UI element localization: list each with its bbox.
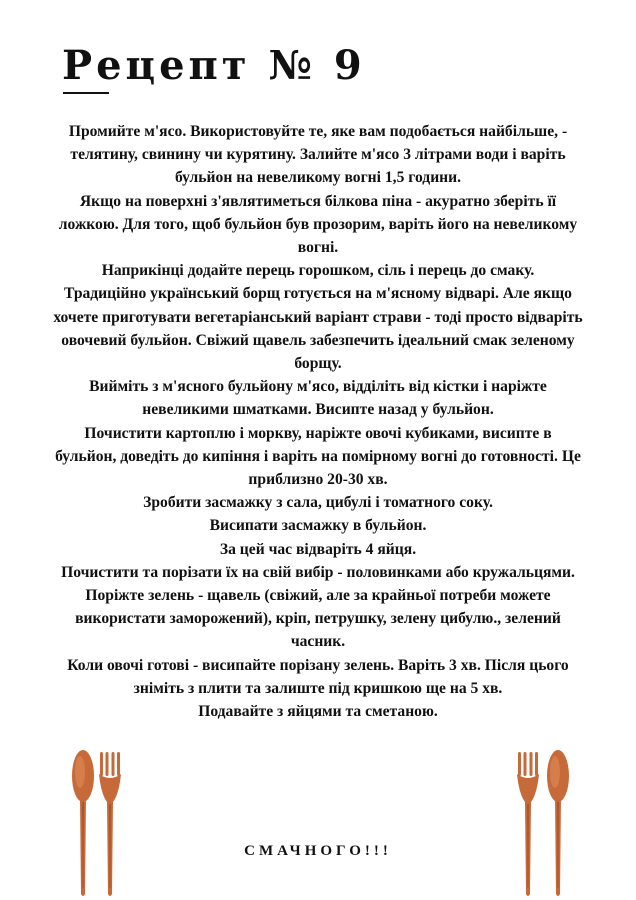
wooden-fork-icon — [97, 752, 123, 898]
instruction-paragraph: Наприкінці додайте перець горошком, сіль і перець до смаку. — [101, 262, 535, 280]
instruction-paragraph: Почистити та порізати їх на свій вибір - половинками або кружальцями. Поріжте зелень - щавель (свіжий, але за крайньої потреби можете використати заморожений), кріп, петрушку, зелену цибулю., зелений часник. — [61, 563, 575, 651]
instruction-paragraph: За цей час відваріть 4 яйця. — [219, 540, 417, 558]
instruction-paragraph: Почистити картоплю і моркву, наріжте овочі кубиками, висипте в бульйон, доведіть до кипіння і варіть на помірному вогні до готовності. Це приблизно 20-30 хв. — [55, 424, 581, 489]
recipe-instructions — [52, 120, 584, 723]
wooden-spoon-icon — [543, 748, 573, 898]
closing-text: СМАЧНОГО!!! — [244, 843, 392, 859]
title-underline — [63, 92, 109, 94]
instruction-paragraph: Висипати засмажку в бульйон. — [209, 517, 427, 535]
page-title: Рецепт № 9 — [62, 42, 366, 89]
instruction-paragraph: Традиційно український борщ готується на м'ясному відварі. Але якщо хочете приготувати вегетаріанський варіант страви - тоді просто відваріть овочевий бульйон. Свіжий щавель забезпечить ідеальний смак зеленому борщу. — [53, 285, 583, 373]
instruction-paragraph: Вийміть з м'ясного бульйону м'ясо, відділіть від кістки і наріжте невеликими шматками. Висипте назад у бульйон. — [89, 378, 547, 419]
wooden-fork-icon — [515, 752, 541, 898]
instruction-paragraph: Зробити засмажку з сала, цибулі і томатного соку. — [143, 494, 493, 512]
instruction-paragraph: Якщо на поверхні з'являтиметься білкова піна - акуратно зберіть її ложкою. Для того, щоб бульйон був прозорим, варіть його на невеликому вогні. — [58, 192, 578, 257]
instruction-paragraph: Промийте м'ясо. Використовуйте те, яке вам подобається найбільше, - телятину, свинину чи курятину. Залийте м'ясо 3 літрами води і варіть бульйон на невеликому вогні 1,5 години. — [68, 123, 568, 187]
instruction-paragraph: Коли овочі готові - висипайте порізану зелень. Варіть 3 хв. Після цього зніміть з плити та залиште під кришкою ще на 5 хв. — [67, 656, 569, 697]
instruction-paragraph: Подавайте з яйцями та сметаною. — [198, 703, 438, 721]
wooden-spoon-icon — [68, 748, 98, 898]
